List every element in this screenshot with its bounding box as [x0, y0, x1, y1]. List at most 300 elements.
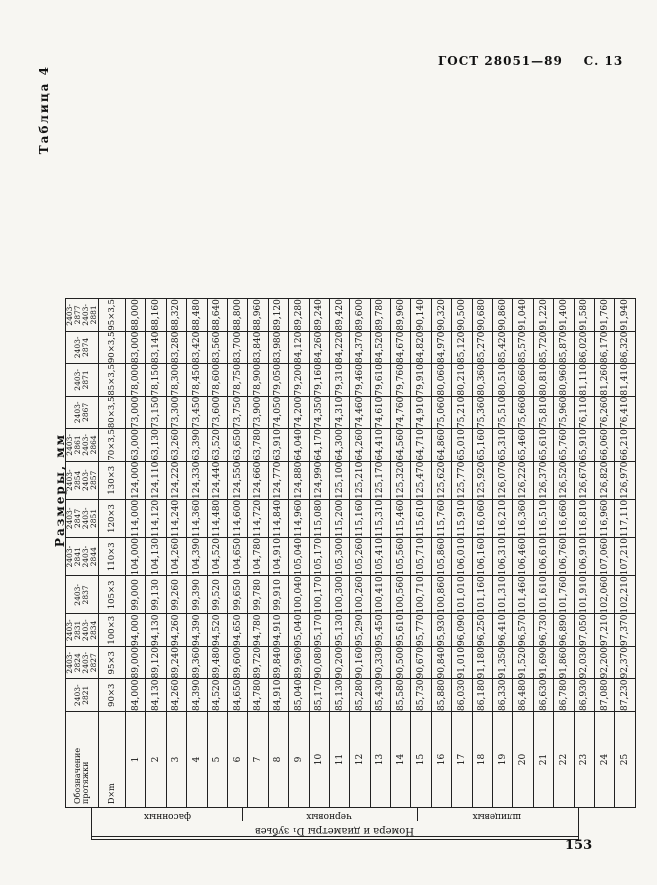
- tooth-number: 11: [329, 712, 349, 808]
- diameter-cell: 126,370: [533, 461, 553, 499]
- diameter-cell: 74,460: [350, 396, 370, 429]
- diameter-cell: 73,300: [166, 396, 186, 429]
- diameter-cell: 75,960: [554, 396, 574, 429]
- diameter-cell: 64,260: [350, 429, 370, 462]
- diameter-cell: 99,390: [187, 576, 207, 614]
- diameter-cell: 102,060: [594, 576, 614, 614]
- diameter-cell: 63,520: [207, 429, 227, 462]
- diameter-cell: 83,840: [248, 331, 268, 364]
- diameter-cell: 79,610: [370, 364, 390, 397]
- tooth-number: 10: [309, 712, 329, 808]
- diameter-cell: 85,570: [513, 331, 533, 364]
- diameter-cell: 85,430: [370, 679, 390, 712]
- diameter-cell: 78,300: [166, 364, 186, 397]
- diameter-cell: 99,520: [207, 576, 227, 614]
- table-row: [493, 299, 513, 808]
- diameter-cell: 95,610: [391, 614, 411, 647]
- diameter-cell: 94,780: [248, 614, 268, 647]
- diameter-cell: 84,970: [431, 331, 451, 364]
- diameter-cell: 91,010: [452, 647, 472, 680]
- tooth-number: 3: [166, 712, 186, 808]
- column-code-header: 2403-2877 2403-2881: [66, 299, 99, 332]
- diameter-cell: 86,030: [452, 679, 472, 712]
- table-row: [513, 299, 533, 808]
- table-label: Таблица 4: [37, 65, 51, 155]
- diameter-cell: 89,280: [289, 299, 309, 332]
- diameter-cell: 105,260: [350, 538, 370, 576]
- diameter-cell: 91,940: [615, 299, 635, 332]
- diameter-cell: 94,130: [146, 614, 166, 647]
- tooth-number: 7: [248, 712, 268, 808]
- diameter-cell: 96,250: [472, 614, 492, 647]
- column-size-header: 95×3,5: [99, 299, 126, 332]
- diameter-cell: 85,270: [472, 331, 492, 364]
- table-title: Размеры, мм: [53, 432, 67, 548]
- diameter-cell: 75,060: [431, 396, 451, 429]
- dimensions-table: [65, 298, 636, 808]
- diameter-cell: 76,260: [594, 396, 614, 429]
- tooth-number: 1: [126, 712, 146, 808]
- diameter-cell: 105,860: [431, 538, 451, 576]
- diameter-cell: 104,390: [187, 538, 207, 576]
- diameter-cell: 104,520: [207, 538, 227, 576]
- diameter-cell: 99,910: [268, 576, 288, 614]
- diameter-cell: 83,000: [126, 331, 146, 364]
- diameter-cell: 95,130: [329, 614, 349, 647]
- diameter-cell: 115,760: [431, 499, 451, 537]
- group-label-rough: черновых: [306, 811, 353, 821]
- column-size-header: 95×3: [99, 647, 126, 680]
- diameter-cell: 102,210: [615, 576, 635, 614]
- diameter-cell: 84,780: [248, 679, 268, 712]
- table-row: [391, 299, 411, 808]
- table-row: [227, 299, 247, 808]
- diameter-cell: 106,160: [472, 538, 492, 576]
- diameter-cell: 92,200: [594, 647, 614, 680]
- tooth-number: 4: [187, 712, 207, 808]
- diameter-cell: 100,560: [391, 576, 411, 614]
- diameter-cell: 99,130: [146, 576, 166, 614]
- diameter-cell: 83,560: [207, 331, 227, 364]
- column-size-header: 85×3,5: [99, 364, 126, 397]
- diameter-cell: 125,620: [431, 461, 451, 499]
- diameter-cell: 126,070: [493, 461, 513, 499]
- diameter-cell: 90,840: [431, 647, 451, 680]
- group-label-spline: шлицевых: [472, 811, 522, 821]
- diameter-cell: 94,650: [227, 614, 247, 647]
- designation-header: Обозначение протяжки: [66, 712, 99, 808]
- table-row: [166, 299, 186, 808]
- diameter-cell: 125,770: [452, 461, 472, 499]
- diameter-cell: 115,080: [309, 499, 329, 537]
- diameter-cell: 63,390: [187, 429, 207, 462]
- diameter-cell: 85,580: [391, 679, 411, 712]
- diameter-cell: 115,310: [370, 499, 390, 537]
- diameter-cell: 75,510: [493, 396, 513, 429]
- diameter-cell: 84,260: [309, 331, 329, 364]
- column-code-header: 2403-2841 2403-2844: [66, 538, 99, 576]
- diameter-cell: 124,880: [289, 461, 309, 499]
- diameter-cell: 88,000: [126, 299, 146, 332]
- diameter-cell: 86,170: [594, 331, 614, 364]
- diameter-cell: 80,810: [533, 364, 553, 397]
- diameter-cell: 115,460: [391, 499, 411, 537]
- diameter-cell: 101,760: [554, 576, 574, 614]
- tooth-number: 2: [146, 712, 166, 808]
- diameter-cell: 64,410: [370, 429, 390, 462]
- column-code-header: 2403-2837: [66, 576, 99, 614]
- diameter-cell: 91,180: [472, 647, 492, 680]
- diameter-cell: 104,260: [166, 538, 186, 576]
- diameter-cell: 80,360: [472, 364, 492, 397]
- table-row: [554, 299, 574, 808]
- tooth-number: 22: [554, 712, 574, 808]
- diameter-cell: 84,520: [207, 679, 227, 712]
- diameter-cell: 124,440: [207, 461, 227, 499]
- diameter-cell: 99,260: [166, 576, 186, 614]
- diameter-cell: 124,330: [187, 461, 207, 499]
- diameter-cell: 90,160: [350, 647, 370, 680]
- diameter-cell: 74,050: [268, 396, 288, 429]
- diameter-cell: 91,760: [594, 299, 614, 332]
- tooth-number: 23: [574, 712, 594, 808]
- diameter-cell: 114,000: [126, 499, 146, 537]
- diameter-cell: 89,780: [370, 299, 390, 332]
- diameter-cell: 78,750: [227, 364, 247, 397]
- diameter-cell: 80,660: [513, 364, 533, 397]
- diameter-cell: 97,370: [615, 614, 635, 647]
- diameter-cell: 114,840: [268, 499, 288, 537]
- diameter-cell: 84,120: [289, 331, 309, 364]
- diameter-cell: 90,860: [493, 299, 513, 332]
- diameter-cell: 126,820: [594, 461, 614, 499]
- tooth-number: 20: [513, 712, 533, 808]
- diameter-cell: 90,330: [370, 647, 390, 680]
- diameter-cell: 90,200: [329, 647, 349, 680]
- dxm-header: D×m: [99, 712, 126, 808]
- diameter-cell: 94,910: [268, 614, 288, 647]
- table-row: [207, 299, 227, 808]
- diameter-cell: 86,780: [554, 679, 574, 712]
- tooth-number: 15: [411, 712, 431, 808]
- diameter-cell: 64,860: [431, 429, 451, 462]
- diameter-cell: 75,810: [533, 396, 553, 429]
- tooth-number: 21: [533, 712, 553, 808]
- diameter-cell: 64,170: [309, 429, 329, 462]
- diameter-cell: 74,760: [391, 396, 411, 429]
- diameter-cell: 84,820: [411, 331, 431, 364]
- diameter-cell: 85,130: [329, 679, 349, 712]
- diameter-cell: 79,760: [391, 364, 411, 397]
- diameter-cell: 75,210: [452, 396, 472, 429]
- diameter-cell: 100,170: [309, 576, 329, 614]
- diameter-cell: 84,130: [146, 679, 166, 712]
- diameter-cell: 115,200: [329, 499, 349, 537]
- diameter-cell: 86,480: [513, 679, 533, 712]
- diameter-cell: 65,010: [452, 429, 472, 462]
- column-code-header: 2403-2867: [66, 396, 99, 429]
- diameter-cell: 105,560: [391, 538, 411, 576]
- diameter-cell: 73,000: [126, 396, 146, 429]
- diameter-cell: 65,460: [513, 429, 533, 462]
- table-row: [126, 299, 146, 808]
- diameter-cell: 73,150: [146, 396, 166, 429]
- diameter-cell: 116,360: [513, 499, 533, 537]
- diameter-cell: 63,780: [248, 429, 268, 462]
- diameter-cell: 125,920: [472, 461, 492, 499]
- diameter-cell: 114,480: [207, 499, 227, 537]
- diameter-cell: 89,420: [329, 299, 349, 332]
- diameter-cell: 95,170: [309, 614, 329, 647]
- diameter-cell: 76,110: [574, 396, 594, 429]
- diameter-cell: 66,210: [615, 429, 635, 462]
- diameter-cell: 89,840: [268, 647, 288, 680]
- diameter-cell: 85,720: [533, 331, 553, 364]
- diameter-cell: 86,330: [493, 679, 513, 712]
- diameter-cell: 78,000: [126, 364, 146, 397]
- diameter-cell: 100,710: [411, 576, 431, 614]
- diameter-cell: 85,120: [452, 331, 472, 364]
- diameter-cell: 78,450: [187, 364, 207, 397]
- column-size-header: 120×3: [99, 499, 126, 537]
- diameter-cell: 89,120: [268, 299, 288, 332]
- tooth-number: 14: [391, 712, 411, 808]
- diameter-cell: 65,760: [554, 429, 574, 462]
- table-body: [126, 299, 636, 808]
- diameter-cell: 79,910: [411, 364, 431, 397]
- diameter-cell: 125,100: [329, 461, 349, 499]
- diameter-cell: 116,660: [554, 499, 574, 537]
- column-code-header: 2403-2874: [66, 331, 99, 364]
- tooth-number: 16: [431, 712, 451, 808]
- diameter-cell: 114,720: [248, 499, 268, 537]
- side-label: Номера и диаметры D₁ зубьев: [92, 820, 578, 837]
- diameter-cell: 89,600: [227, 647, 247, 680]
- page-label: С. 13: [583, 54, 624, 68]
- diameter-cell: 124,110: [146, 461, 166, 499]
- diameter-cell: 94,000: [126, 614, 146, 647]
- diameter-cell: 89,480: [207, 647, 227, 680]
- diameter-cell: 90,680: [472, 299, 492, 332]
- diameter-cell: 106,760: [554, 538, 574, 576]
- diameter-cell: 91,690: [533, 647, 553, 680]
- diameter-cell: 65,910: [574, 429, 594, 462]
- diameter-cell: 80,960: [554, 364, 574, 397]
- diameter-cell: 124,000: [126, 461, 146, 499]
- diameter-cell: 97,050: [574, 614, 594, 647]
- diameter-cell: 92,030: [574, 647, 594, 680]
- diameter-cell: 92,370: [615, 647, 635, 680]
- diameter-cell: 88,160: [146, 299, 166, 332]
- diameter-cell: 63,650: [227, 429, 247, 462]
- diameter-cell: 106,310: [493, 538, 513, 576]
- diameter-cell: 88,640: [207, 299, 227, 332]
- diameter-cell: 85,870: [554, 331, 574, 364]
- diameter-cell: 114,600: [227, 499, 247, 537]
- diameter-cell: 84,670: [391, 331, 411, 364]
- diameter-cell: 63,260: [166, 429, 186, 462]
- column-size-header: 90×3: [99, 679, 126, 712]
- table-row: [309, 299, 329, 808]
- diameter-cell: 94,520: [207, 614, 227, 647]
- diameter-cell: 88,480: [187, 299, 207, 332]
- diameter-cell: 101,910: [574, 576, 594, 614]
- diameter-cell: 126,520: [554, 461, 574, 499]
- diameter-cell: 100,260: [350, 576, 370, 614]
- diameter-cell: 86,630: [533, 679, 553, 712]
- diameter-cell: 125,470: [411, 461, 431, 499]
- diameter-cell: 116,060: [472, 499, 492, 537]
- diameter-cell: 124,990: [309, 461, 329, 499]
- group-label-shaped: фасонных: [143, 811, 191, 821]
- diameter-cell: 87,230: [615, 679, 635, 712]
- diameter-cell: 81,110: [574, 364, 594, 397]
- diameter-cell: 124,220: [166, 461, 186, 499]
- diameter-cell: 86,320: [615, 331, 635, 364]
- diameter-cell: 114,120: [146, 499, 166, 537]
- rotated-table-block: [27, 50, 631, 840]
- diameter-cell: 115,610: [411, 499, 431, 537]
- diameter-cell: 105,410: [370, 538, 390, 576]
- diameter-cell: 73,450: [187, 396, 207, 429]
- diameter-cell: 85,880: [431, 679, 451, 712]
- diameter-cell: 95,040: [289, 614, 309, 647]
- diameter-cell: 116,960: [594, 499, 614, 537]
- table-row: [594, 299, 614, 808]
- diameter-cell: 86,180: [472, 679, 492, 712]
- diameter-cell: 88,960: [248, 299, 268, 332]
- column-code-header: 2403-2861 2403-2864: [66, 429, 99, 462]
- tooth-number: 19: [493, 712, 513, 808]
- diameter-cell: 91,220: [533, 299, 553, 332]
- page-number: 153: [565, 838, 593, 853]
- tooth-number: 6: [227, 712, 247, 808]
- diameter-cell: 125,320: [391, 461, 411, 499]
- diameter-cell: 124,550: [227, 461, 247, 499]
- diameter-cell: 85,420: [493, 331, 513, 364]
- diameter-cell: 84,260: [166, 679, 186, 712]
- table-row: [452, 299, 472, 808]
- table-row: [268, 299, 288, 808]
- tooth-number: 9: [289, 712, 309, 808]
- diameter-cell: 79,460: [350, 364, 370, 397]
- diameter-cell: 78,150: [146, 364, 166, 397]
- diameter-cell: 63,130: [146, 429, 166, 462]
- diameter-cell: 80,210: [452, 364, 472, 397]
- diameter-cell: 91,040: [513, 299, 533, 332]
- diameter-cell: 90,500: [452, 299, 472, 332]
- diameter-cell: 114,240: [166, 499, 186, 537]
- diameter-cell: 115,160: [350, 499, 370, 537]
- tooth-number: 8: [268, 712, 288, 808]
- diameter-cell: 89,960: [391, 299, 411, 332]
- diameter-cell: 124,770: [268, 461, 288, 499]
- tooth-number: 25: [615, 712, 635, 808]
- diameter-cell: 79,160: [309, 364, 329, 397]
- diameter-cell: 84,650: [227, 679, 247, 712]
- diameter-cell: 94,260: [166, 614, 186, 647]
- diameter-cell: 126,220: [513, 461, 533, 499]
- diameter-cell: 79,050: [268, 364, 288, 397]
- column-code-header: 2403-2824 2403-2827: [66, 647, 99, 680]
- diameter-cell: 86,020: [574, 331, 594, 364]
- diameter-cell: 117,110: [615, 499, 635, 537]
- diameter-cell: 95,290: [350, 614, 370, 647]
- diameter-cell: 84,910: [268, 679, 288, 712]
- diameter-cell: 105,300: [329, 538, 349, 576]
- diameter-cell: 83,280: [166, 331, 186, 364]
- diameter-cell: 63,000: [126, 429, 146, 462]
- diameter-cell: 115,910: [452, 499, 472, 537]
- diameter-cell: 91,400: [554, 299, 574, 332]
- diameter-cell: 90,670: [411, 647, 431, 680]
- diameter-cell: 85,040: [289, 679, 309, 712]
- diameter-cell: 91,350: [493, 647, 513, 680]
- table-row: [411, 299, 431, 808]
- diameter-cell: 116,210: [493, 499, 513, 537]
- diameter-cell: 66,060: [594, 429, 614, 462]
- table-row: [248, 299, 268, 808]
- diameter-cell: 101,460: [513, 576, 533, 614]
- tooth-number: 24: [594, 712, 614, 808]
- diameter-cell: 116,810: [574, 499, 594, 537]
- diameter-cell: 74,610: [370, 396, 390, 429]
- diameter-cell: 76,410: [615, 396, 635, 429]
- diameter-cell: 83,420: [187, 331, 207, 364]
- diameter-cell: 64,040: [289, 429, 309, 462]
- diameter-cell: 104,780: [248, 538, 268, 576]
- diameter-cell: 99,000: [126, 576, 146, 614]
- diameter-cell: 65,160: [472, 429, 492, 462]
- diameter-cell: 81,410: [615, 364, 635, 397]
- diameter-cell: 125,170: [370, 461, 390, 499]
- diameter-cell: 105,040: [289, 538, 309, 576]
- diameter-cell: 65,610: [533, 429, 553, 462]
- column-size-header: 130×3: [99, 461, 126, 499]
- diameter-cell: 100,300: [329, 576, 349, 614]
- column-size-header: 80×3,5: [99, 396, 126, 429]
- diameter-cell: 105,170: [309, 538, 329, 576]
- diameter-cell: 106,910: [574, 538, 594, 576]
- diameter-cell: 64,560: [391, 429, 411, 462]
- table-row: [329, 299, 349, 808]
- diameter-cell: 88,320: [166, 299, 186, 332]
- column-code-header: 2403-2871: [66, 364, 99, 397]
- diameter-cell: 95,770: [411, 614, 431, 647]
- diameter-cell: 96,730: [533, 614, 553, 647]
- table-row: [370, 299, 390, 808]
- diameter-cell: 89,240: [309, 299, 329, 332]
- column-code-header: 2403-2821: [66, 679, 99, 712]
- diameter-cell: 84,520: [370, 331, 390, 364]
- diameter-cell: 100,410: [370, 576, 390, 614]
- diameter-cell: 78,900: [248, 364, 268, 397]
- diameter-cell: 64,300: [329, 429, 349, 462]
- diameter-cell: 79,310: [329, 364, 349, 397]
- diameter-cell: 101,160: [472, 576, 492, 614]
- column-size-header: 100×3: [99, 614, 126, 647]
- column-size-header: 110×3: [99, 538, 126, 576]
- diameter-cell: 114,360: [187, 499, 207, 537]
- table-row: [431, 299, 451, 808]
- table-row: [533, 299, 553, 808]
- diameter-cell: 73,750: [227, 396, 247, 429]
- diameter-cell: 105,710: [411, 538, 431, 576]
- gost-number: ГОСТ 28051—89: [438, 54, 563, 68]
- tooth-number: 17: [452, 712, 472, 808]
- diameter-cell: 101,310: [493, 576, 513, 614]
- tooth-number: 18: [472, 712, 492, 808]
